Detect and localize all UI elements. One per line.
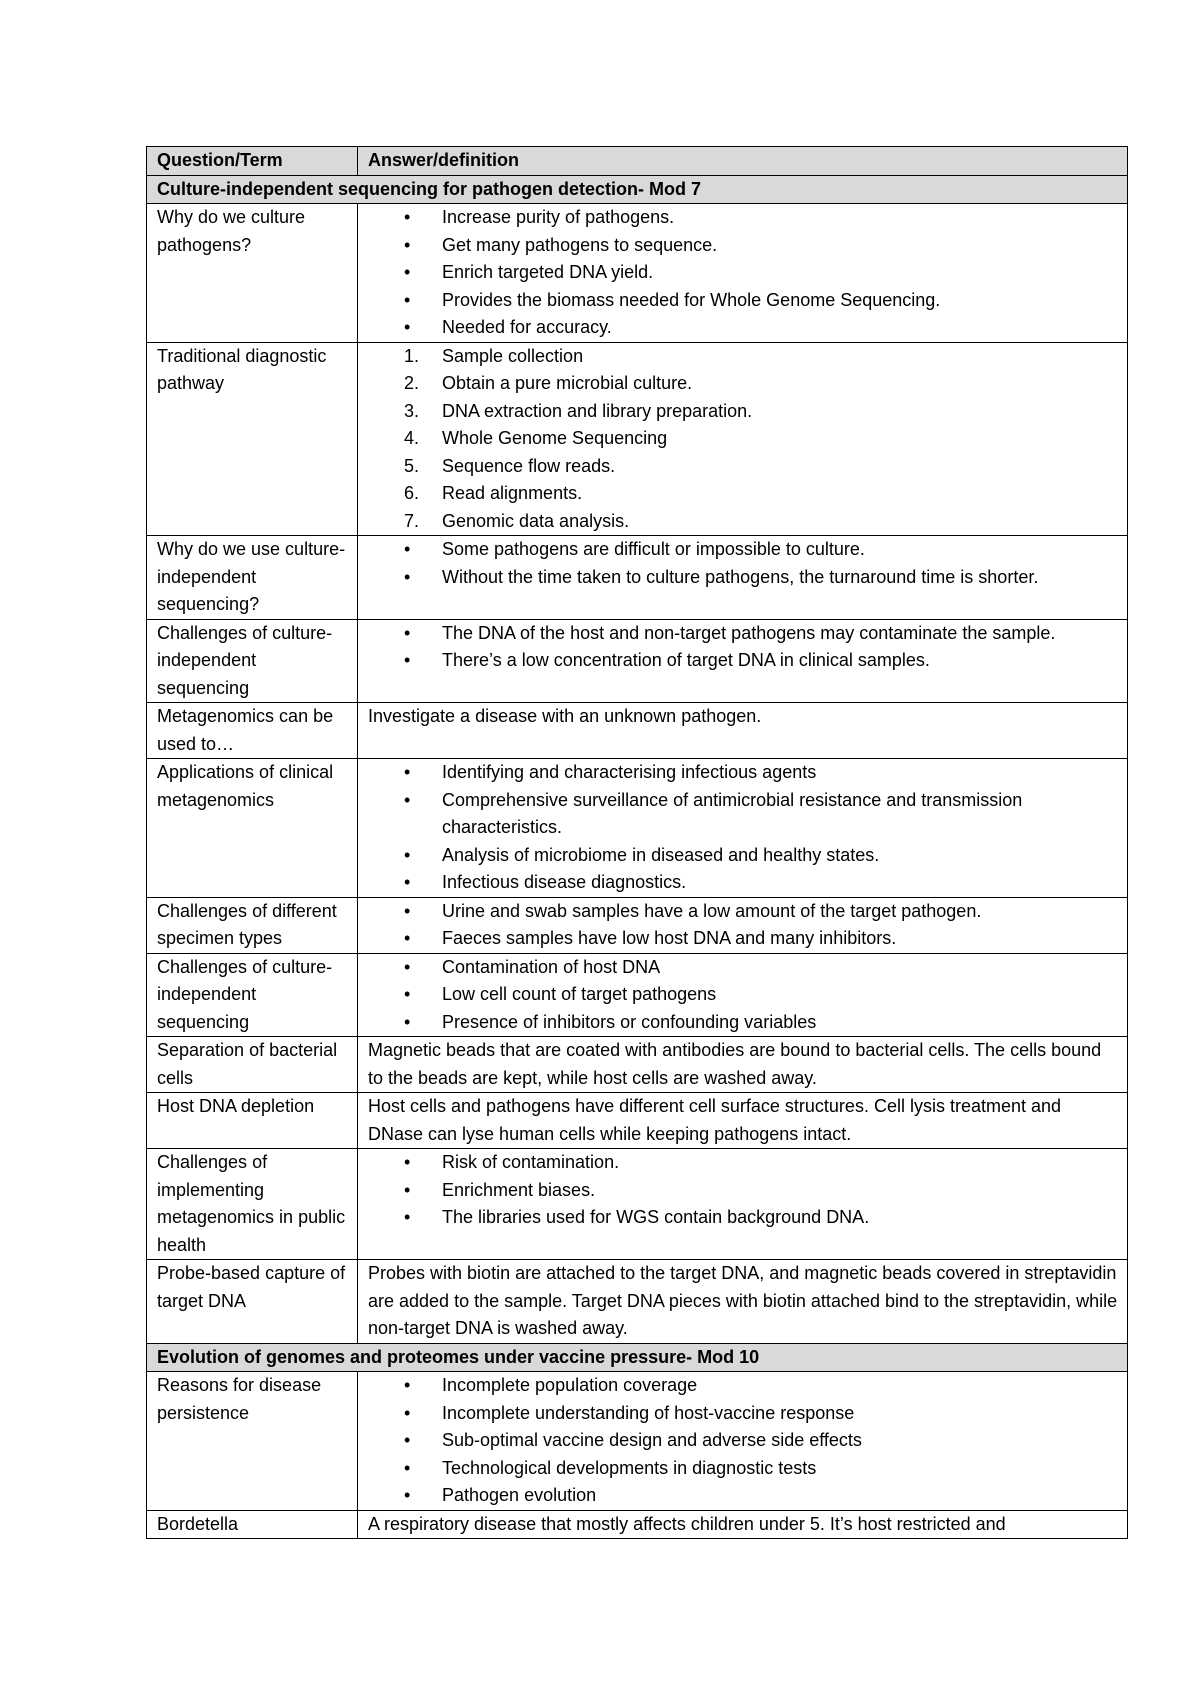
table-row	[147, 619, 1128, 703]
list-item: • Incomplete population coverage	[442, 1372, 1121, 1400]
table-body	[147, 175, 1128, 1539]
list-item: • Enrichment biases.	[442, 1177, 1121, 1205]
term-cell: Challenges of implementing metagenomics in public health	[147, 1149, 358, 1260]
list-item: • Provides the biomass needed for Whole Genome Sequencing.	[442, 287, 1121, 315]
definition-cell	[358, 1260, 1128, 1344]
list-item: • The libraries used for WGS contain background DNA.	[442, 1204, 1121, 1232]
term-cell: Traditional diagnostic pathway	[147, 342, 358, 536]
list-item: • Contamination of host DNA	[442, 954, 1121, 982]
table-row	[147, 1260, 1128, 1344]
definition-cell	[358, 1037, 1128, 1093]
bullet-list	[368, 1149, 1121, 1232]
table-row	[147, 1372, 1128, 1511]
list-item: • Sub-optimal vaccine design and adverse side effects	[442, 1427, 1121, 1455]
list-item: • Analysis of microbiome in diseased and healthy states.	[442, 842, 1121, 870]
section-header-row	[147, 1343, 1128, 1372]
term-cell: Why do we culture pathogens?	[147, 204, 358, 343]
list-item-text: Obtain a pure microbial culture.	[442, 373, 693, 393]
list-item: • Urine and swab samples have a low amount of the target pathogen.	[442, 898, 1121, 926]
list-number: 7.	[404, 510, 420, 531]
term-cell: Reasons for disease persistence	[147, 1372, 358, 1511]
study-notes-table	[146, 146, 1128, 1539]
list-item: • Some pathogens are difficult or impossible to culture.	[442, 536, 1121, 564]
term-cell: Probe-based capture of target DNA	[147, 1260, 358, 1344]
definition-cell	[358, 1093, 1128, 1149]
section-title: Evolution of genomes and proteomes under vaccine pressure- Mod 10	[147, 1343, 1128, 1372]
list-item-text: Sequence flow reads.	[442, 455, 616, 476]
list-item	[404, 480, 1121, 508]
bullet-list	[368, 204, 1121, 342]
table-row	[147, 953, 1128, 1037]
table-row	[147, 1149, 1128, 1260]
list-item-text: Genomic data analysis.	[442, 510, 630, 531]
term-cell: Separation of bacterial cells	[147, 1037, 358, 1093]
table-row	[147, 204, 1128, 343]
table-row	[147, 759, 1128, 898]
list-item: • Pathogen evolution	[442, 1482, 1121, 1510]
term-cell: Host DNA depletion	[147, 1093, 358, 1149]
list-item-text: DNA extraction and library preparation.	[442, 400, 753, 421]
list-number: 3.	[404, 400, 420, 421]
definition-text: Probes with biotin are attached to the target DNA, and magnetic beads covered in streptavidin are added to the sample. Target DNA pieces with biotin attached bind to the streptavidin, while non-target DNA is washed away.	[368, 1263, 1118, 1338]
definition-cell	[358, 953, 1128, 1037]
list-item-text: Sample collection	[442, 345, 584, 366]
bullet-list	[368, 898, 1121, 953]
term-cell: Challenges of culture-independent sequencing	[147, 619, 358, 703]
bullet-list	[368, 1372, 1121, 1510]
list-number: 1.	[404, 345, 420, 366]
list-item: • Enrich targeted DNA yield.	[442, 259, 1121, 287]
column-header-answer-definition: Answer/definition	[358, 147, 1128, 176]
list-item: • Increase purity of pathogens.	[442, 204, 1121, 232]
list-item: • Presence of inhibitors or confounding variables	[442, 1009, 1121, 1037]
bullet-list	[368, 536, 1121, 591]
list-number: 5.	[404, 455, 420, 476]
definition-text: Magnetic beads that are coated with antibodies are bound to bacterial cells. The cells bound to the beads are kept, while host cells are washed away.	[368, 1040, 1102, 1088]
list-item	[404, 370, 1121, 398]
list-item	[404, 508, 1121, 536]
term-cell: Challenges of culture-independent sequencing	[147, 953, 358, 1037]
list-item: • There’s a low concentration of target DNA in clinical samples.	[442, 647, 1121, 675]
definition-cell	[358, 342, 1128, 536]
section-title: Culture-independent sequencing for pathogen detection- Mod 7	[147, 175, 1128, 204]
table-row	[147, 1510, 1128, 1539]
list-item	[404, 425, 1121, 453]
list-item: • The DNA of the host and non-target pathogens may contaminate the sample.	[442, 620, 1121, 648]
list-item: • Technological developments in diagnostic tests	[442, 1455, 1121, 1483]
list-item	[404, 453, 1121, 481]
table-row	[147, 342, 1128, 536]
column-header-question-term: Question/Term	[147, 147, 358, 176]
definition-cell	[358, 897, 1128, 953]
definition-cell	[358, 619, 1128, 703]
table-header-row	[147, 147, 1128, 176]
term-cell: Challenges of different specimen types	[147, 897, 358, 953]
list-item: • Faeces samples have low host DNA and many inhibitors.	[442, 925, 1121, 953]
definition-text: Investigate a disease with an unknown pathogen.	[368, 706, 762, 726]
list-number: 4.	[404, 428, 420, 448]
definition-text: Host cells and pathogens have different cell surface structures. Cell lysis treatment and DNase can lyse human cells while keeping pathogens intact.	[368, 1096, 1062, 1144]
term-cell: Bordetella	[147, 1510, 358, 1539]
bullet-list	[368, 620, 1121, 675]
numbered-list	[368, 343, 1121, 536]
list-item: • Incomplete understanding of host-vaccine response	[442, 1400, 1121, 1428]
table-row	[147, 1093, 1128, 1149]
list-item: • Comprehensive surveillance of antimicrobial resistance and transmission characteristics.	[442, 787, 1121, 842]
bullet-list	[368, 759, 1121, 897]
definition-cell	[358, 204, 1128, 343]
list-item	[404, 343, 1121, 371]
definition-cell	[358, 536, 1128, 620]
definition-cell	[358, 1149, 1128, 1260]
definition-cell	[358, 759, 1128, 898]
list-item: • Risk of contamination.	[442, 1149, 1121, 1177]
list-item-text: Whole Genome Sequencing	[442, 428, 668, 448]
term-cell: Why do we use culture-independent sequencing?	[147, 536, 358, 620]
term-cell: Metagenomics can be used to…	[147, 703, 358, 759]
section-header-row	[147, 175, 1128, 204]
list-item	[404, 398, 1121, 426]
definition-cell	[358, 703, 1128, 759]
table-row	[147, 1037, 1128, 1093]
list-number: 6.	[404, 483, 420, 503]
definition-text: A respiratory disease that mostly affects children under 5. It’s host restricted and	[368, 1513, 1006, 1534]
definition-cell	[358, 1372, 1128, 1511]
list-item: • Get many pathogens to sequence.	[442, 232, 1121, 260]
bullet-list	[368, 954, 1121, 1037]
term-cell: Applications of clinical metagenomics	[147, 759, 358, 898]
list-item: • Needed for accuracy.	[442, 314, 1121, 342]
table-row	[147, 536, 1128, 620]
list-item: • Low cell count of target pathogens	[442, 981, 1121, 1009]
list-item: • Infectious disease diagnostics.	[442, 869, 1121, 897]
document-page	[146, 146, 1127, 1539]
list-item-text: Read alignments.	[442, 483, 583, 503]
definition-cell	[358, 1510, 1128, 1539]
table-row	[147, 703, 1128, 759]
list-item: • Identifying and characterising infectious agents	[442, 759, 1121, 787]
list-item: • Without the time taken to culture pathogens, the turnaround time is shorter.	[442, 564, 1121, 592]
list-number: 2.	[404, 373, 420, 393]
table-row	[147, 897, 1128, 953]
